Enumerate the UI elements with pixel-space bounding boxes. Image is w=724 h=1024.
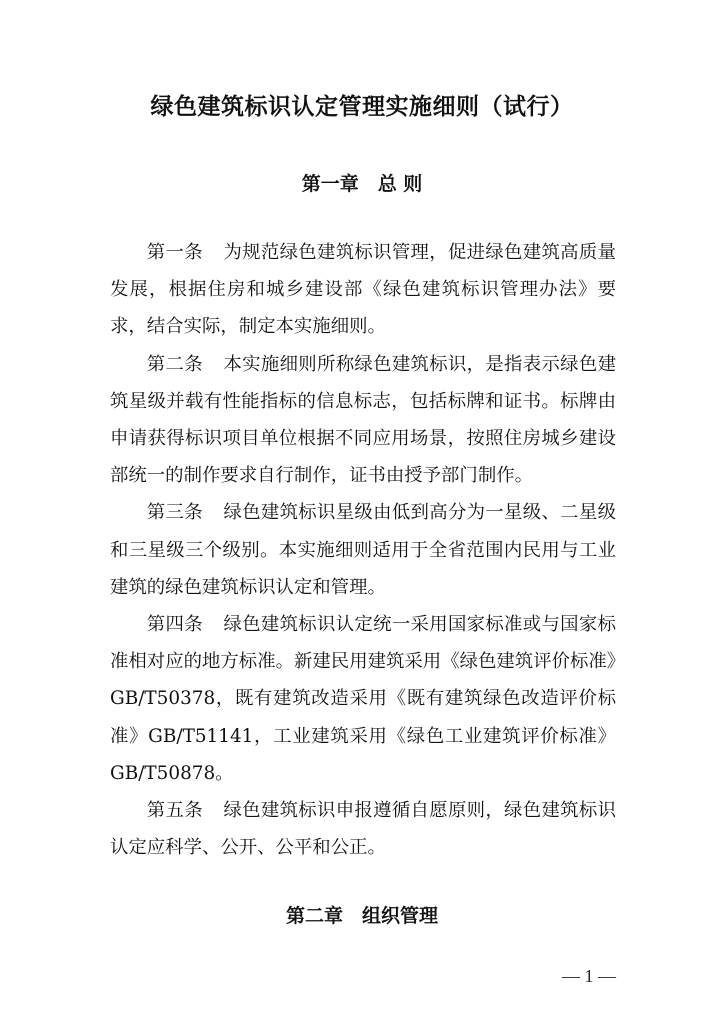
article-3 <box>110 494 616 606</box>
document-title: 绿色建筑标识认定管理实施细则（试行） <box>150 93 574 120</box>
page-number: — 1 — <box>562 966 616 986</box>
article-2-text: 本实施细则所称绿色建筑标识，是指表示绿色建筑星级并载有性能指标的信息标志，包括标牌和证书。标牌由申请获得标识项目单位根据不同应用场景，按照住房城乡建设部统一的制作要求自行制作，证书由授予部门制作。 <box>110 353 616 487</box>
article-1-text: 为规范绿色建筑标识管理，促进绿色建筑高质量发展，根据住房和城乡建设部《绿色建筑标识管理办法》要求，结合实际，制定本实施细则。 <box>110 242 616 338</box>
article-5 <box>110 792 616 866</box>
chapter-2-heading: 第二章 组织管理 <box>285 905 438 927</box>
article-5-text: 绿色建筑标识申报遵循自愿原则，绿色建筑标识认定应科学、公开、公平和公正。 <box>110 800 616 859</box>
article-2 <box>110 346 616 495</box>
article-4 <box>110 606 616 792</box>
article-1-number: 第一条 <box>146 242 203 263</box>
article-2-number: 第二条 <box>146 353 203 375</box>
article-4-number: 第四条 <box>146 614 203 636</box>
chapter-1-articles <box>110 234 616 866</box>
article-1 <box>110 234 616 346</box>
article-5-number: 第五条 <box>146 800 203 822</box>
article-3-text: 绿色建筑标识星级由低到高分为一星级、二星级和三星级三个级别。本实施细则适用于全省范围内民用与工业建筑的绿色建筑标识认定和管理。 <box>110 502 616 598</box>
chapter-1-heading: 第一章 总 则 <box>301 173 423 195</box>
article-3-number: 第三条 <box>146 502 203 524</box>
article-4-text: 绿色建筑标识认定统一采用国家标准或与国家标准相对应的地方标准。新建民用建筑采用《绿色建筑评价标准》GB/T50378，既有建筑改造采用《既有建筑绿色改造评价标准》GB/T51141，工业建筑采用《绿色工业建筑评价标准》GB/T50878。 <box>110 614 616 784</box>
